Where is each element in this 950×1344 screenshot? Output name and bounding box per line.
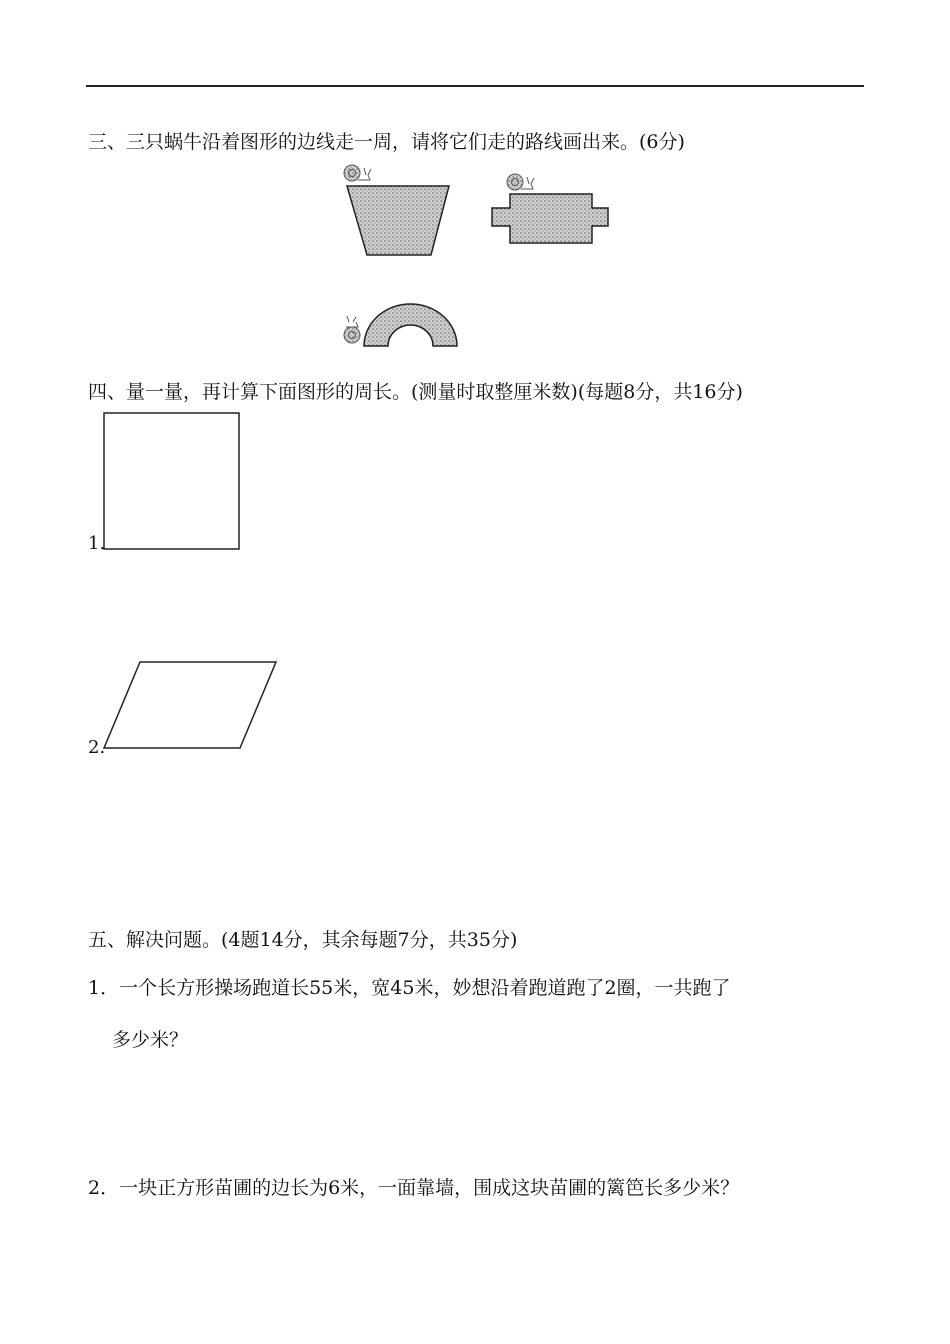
- trapezoid-figure: [347, 186, 449, 255]
- section5-title: 五、解决问题。(4题14分，其余每题7分，共35分): [88, 929, 518, 951]
- snail-icon: [344, 316, 360, 343]
- arch-figure: [364, 304, 457, 346]
- section4-title: 四、量一量，再计算下面图形的周长。(测量时取整厘米数)(每题8分，共16分): [88, 381, 743, 403]
- section5-q1-line2: 多少米？: [112, 1029, 189, 1051]
- question-1-label: 1.: [88, 533, 106, 554]
- cross-rectangle-figure: [492, 194, 608, 243]
- snail-icon: [344, 165, 371, 181]
- square-figure: [104, 413, 239, 549]
- parallelogram-figure: [104, 662, 276, 748]
- question-2-label: 2.: [88, 737, 106, 758]
- section5-q2: 2．一块正方形苗圃的边长为6米，一面靠墙，围成这块苗圃的篱笆长多少米？: [88, 1177, 740, 1199]
- section3-title: 三、三只蜗牛沿着图形的边线走一周，请将它们走的路线画出来。(6分): [88, 131, 685, 153]
- snail-icon: [507, 174, 534, 190]
- section5-q1-line1: 1．一个长方形操场跑道长55米，宽45米，妙想沿着跑道跑了2圈，一共跑了: [88, 977, 731, 999]
